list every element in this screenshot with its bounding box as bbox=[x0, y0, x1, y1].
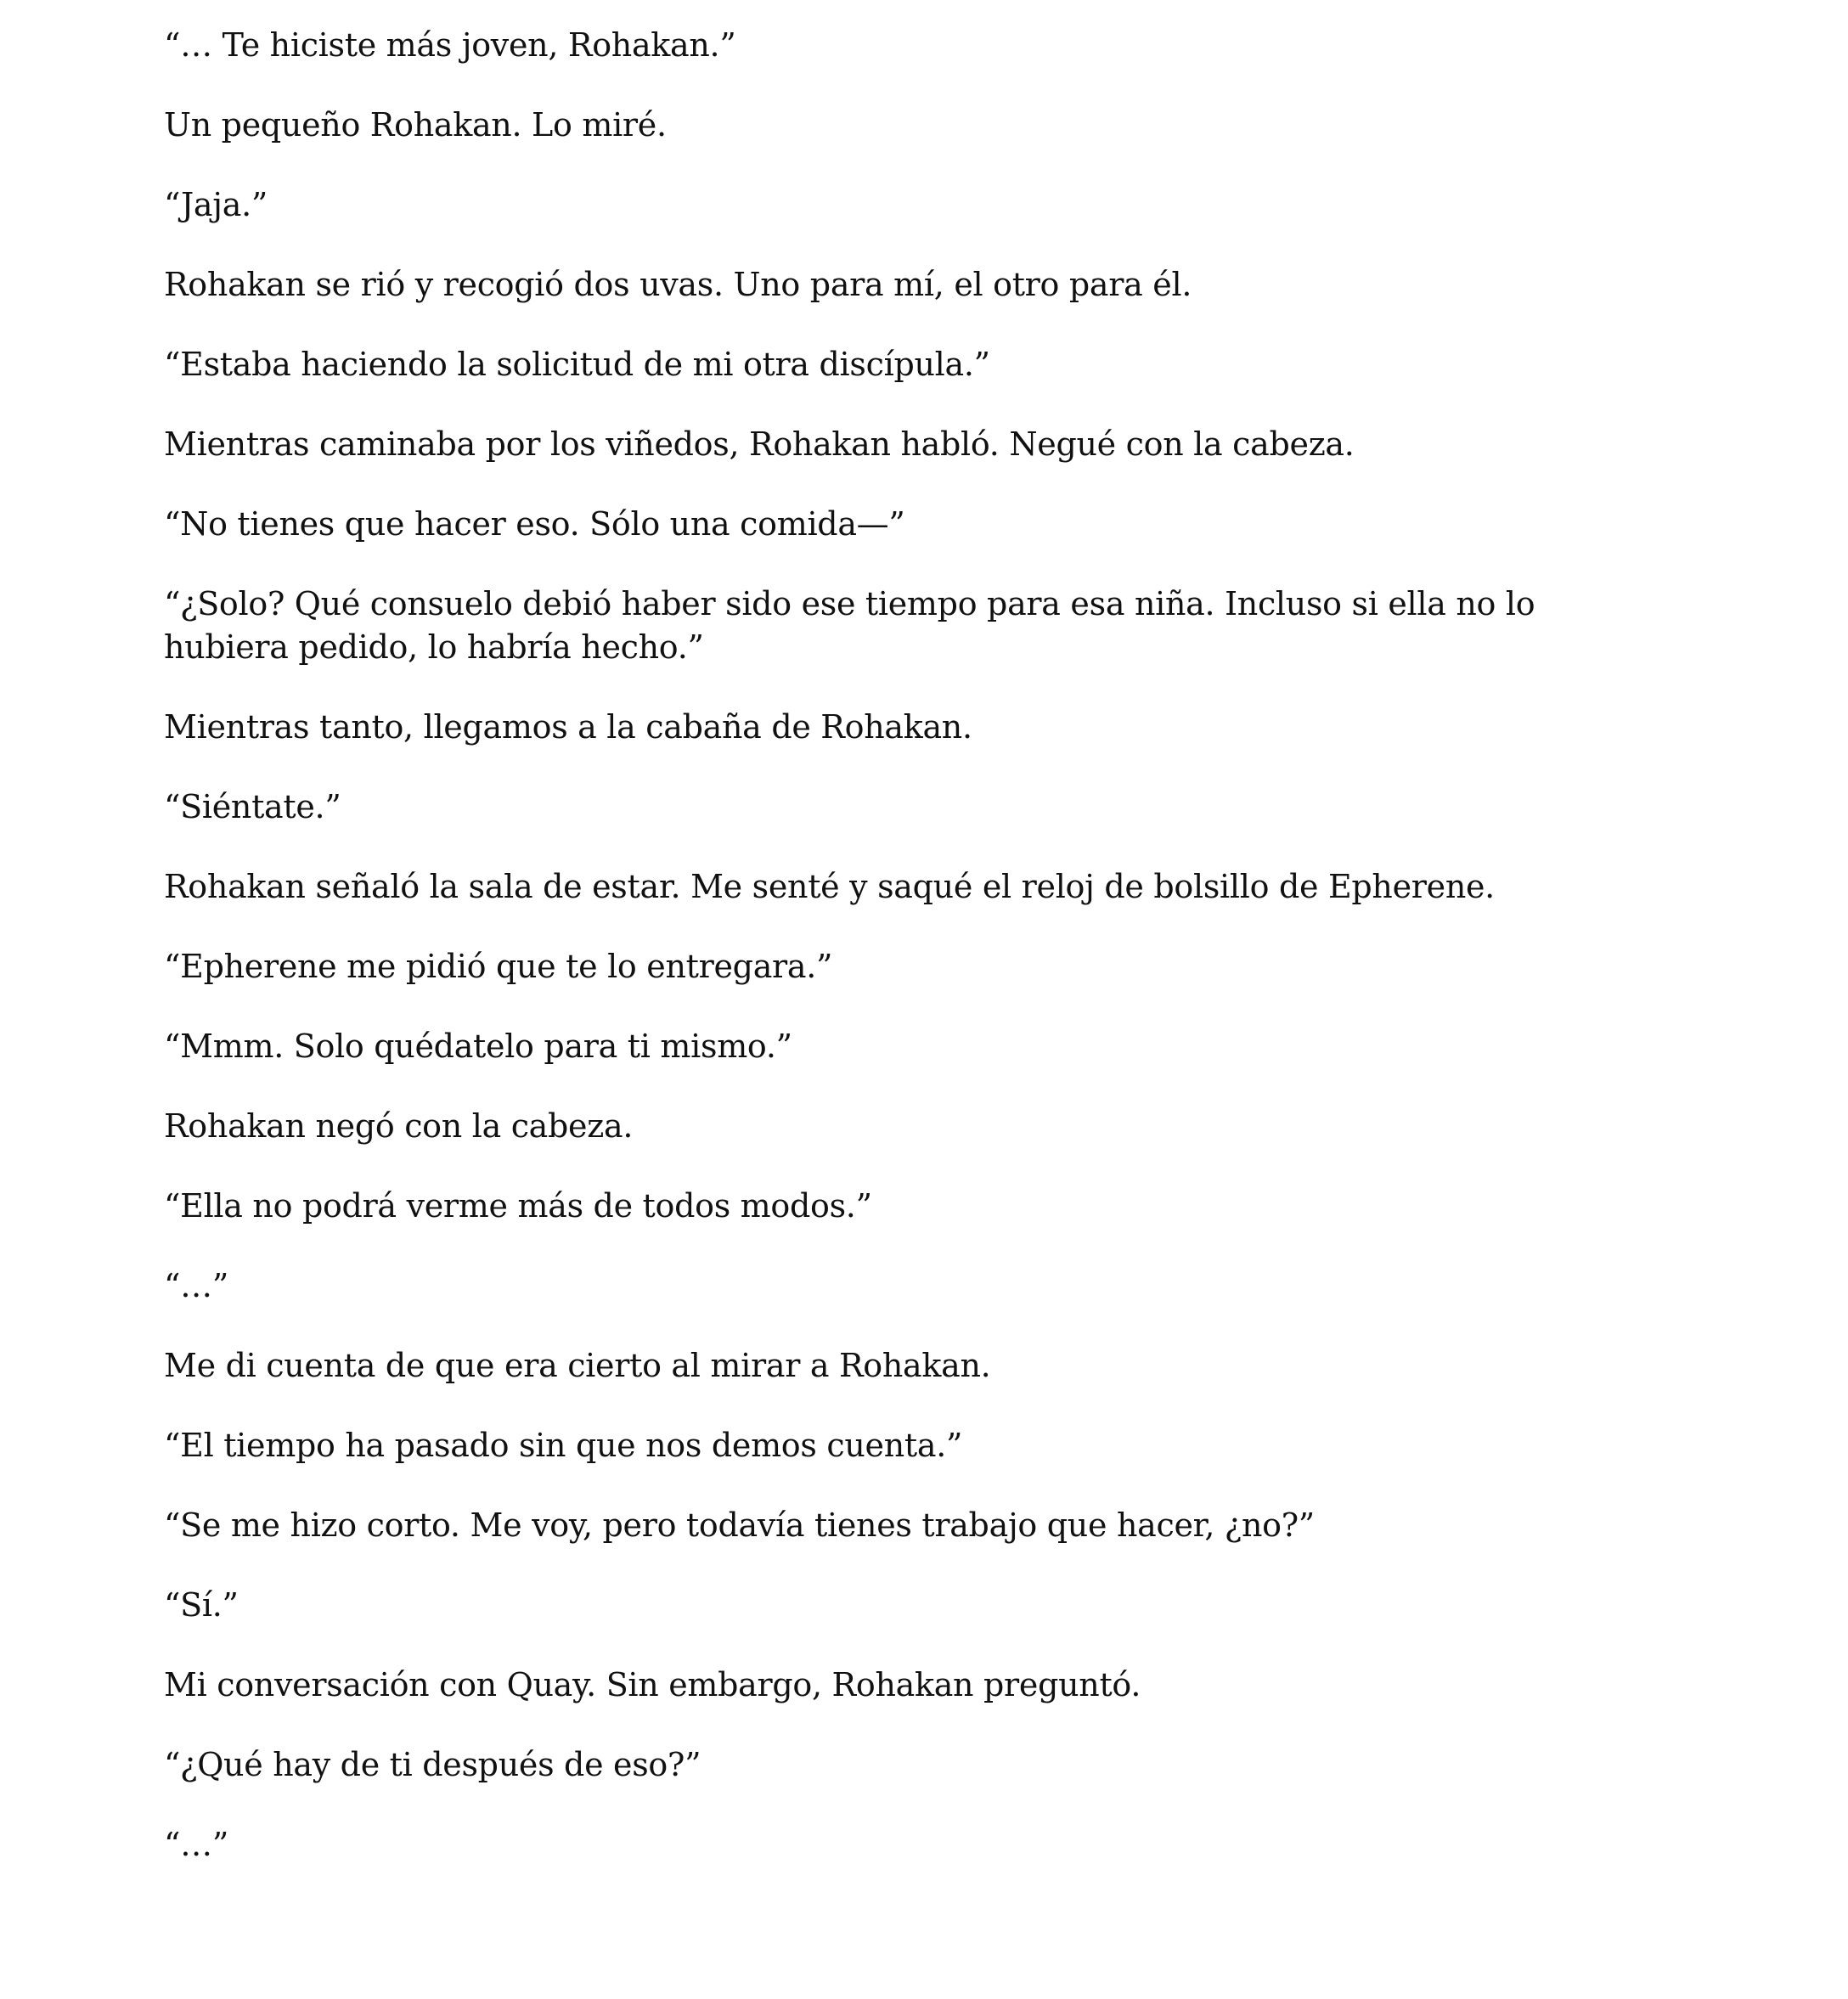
paragraph: Rohakan negó con la cabeza. bbox=[164, 1107, 634, 1145]
document-body bbox=[164, 24, 1659, 1903]
paragraph: “…” bbox=[164, 1267, 228, 1304]
paragraph: Mi conversación con Quay. Sin embargo, Rohakan preguntó. bbox=[164, 1666, 1141, 1703]
paragraph: Rohakan se rió y recogió dos uvas. Uno para mí, el otro para él. bbox=[164, 266, 1192, 303]
paragraph: “Sí.” bbox=[164, 1586, 239, 1624]
paragraph: “Epherene me pidió que te lo entregara.” bbox=[164, 948, 833, 985]
paragraph: Rohakan señaló la sala de estar. Me senté y saqué el reloj de bolsillo de Epherene. bbox=[164, 868, 1495, 905]
paragraph: “Mmm. Solo quédatelo para ti mismo.” bbox=[164, 1028, 792, 1065]
paragraph: “¿Solo? Qué consuelo debió haber sido ese tiempo para esa niña. Incluso si ella no lo hubiera pedido, lo habría hecho.” bbox=[164, 585, 1535, 666]
paragraph: “Siéntate.” bbox=[164, 788, 341, 825]
paragraph: Un pequeño Rohakan. Lo miré. bbox=[164, 106, 667, 144]
paragraph: Mientras tanto, llegamos a la cabaña de Rohakan. bbox=[164, 708, 972, 746]
paragraph: “Jaja.” bbox=[164, 186, 268, 223]
paragraph: “El tiempo ha pasado sin que nos demos cuenta.” bbox=[164, 1427, 963, 1464]
paragraph: Me di cuenta de que era cierto al mirar a Rohakan. bbox=[164, 1347, 991, 1384]
paragraph: “Ella no podrá verme más de todos modos.” bbox=[164, 1187, 872, 1225]
paragraph: “¿Qué hay de ti después de eso?” bbox=[164, 1746, 701, 1783]
paragraph: Mientras caminaba por los viñedos, Rohakan habló. Negué con la cabeza. bbox=[164, 425, 1355, 463]
paragraph: “No tienes que hacer eso. Sólo una comida—” bbox=[164, 505, 905, 543]
paragraph: “Estaba haciendo la solicitud de mi otra discípula.” bbox=[164, 346, 990, 383]
paragraph: “… Te hiciste más joven, Rohakan.” bbox=[164, 26, 736, 64]
paragraph: “Se me hizo corto. Me voy, pero todavía tienes trabajo que hacer, ¿no?” bbox=[164, 1506, 1315, 1544]
paragraph: “…” bbox=[164, 1826, 228, 1863]
